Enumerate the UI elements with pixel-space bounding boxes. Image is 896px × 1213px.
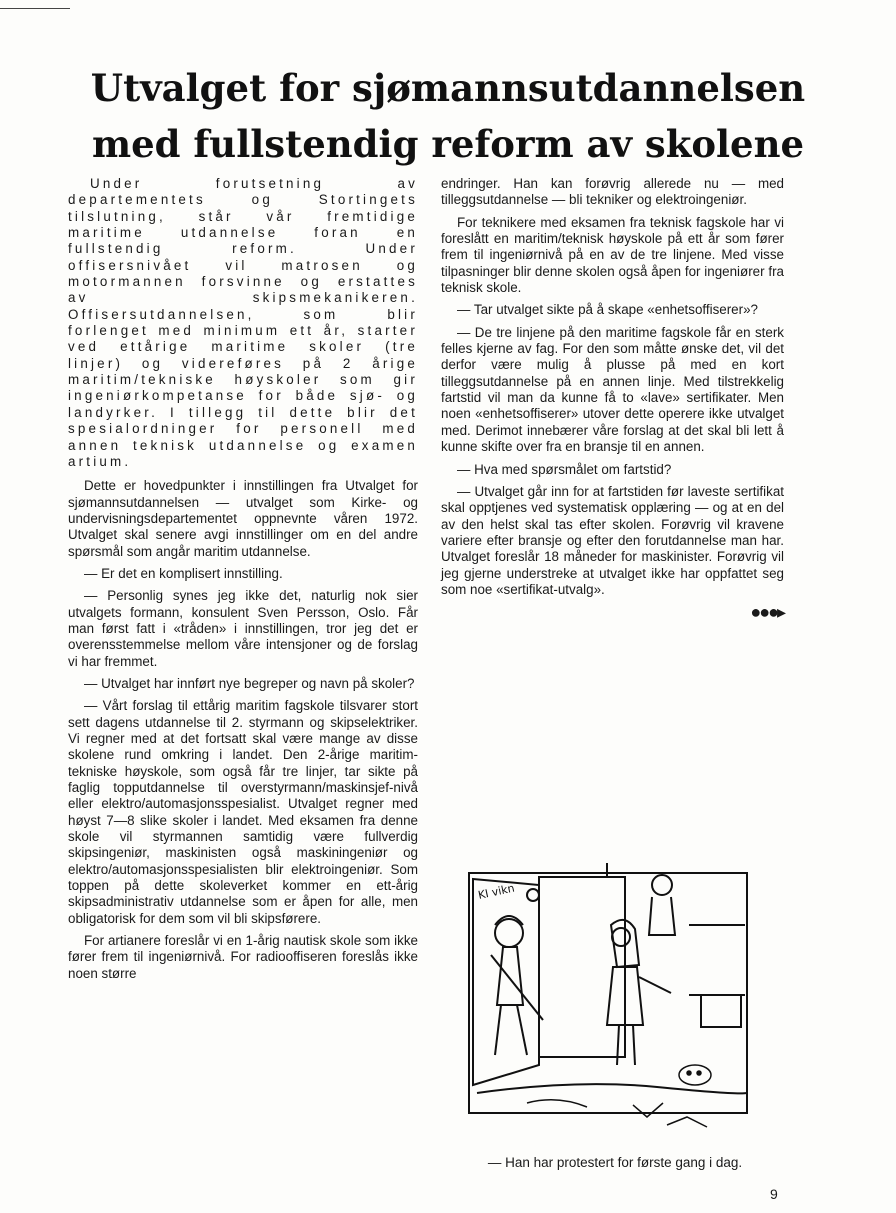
open-door	[473, 879, 539, 1085]
end-of-article-mark: ●●●▸	[750, 602, 784, 623]
woman-figure	[607, 920, 671, 1065]
answer-paragraph: — Vårt forslag til ettårig maritim fagskole tilsvarer stort sett dagens utdannelse til 2. styrmann og skipselektriker. Vi regner med at det fortsatt skal være mange av disse skolene rund omkring i landet. Den 2-årige maritim-tekniske høyskole, som også får tre linjer, tar sikte på faglig topputdannelse til overstyrmann/maskinsjef-nivå eller elektro/automasjonsspesialist. Utvalget regner med høyst 7—8 slike skoler i landet. Med eksamen fra denne skole vil styrmannen samtidig være fullverdig skipsingeniør, maskinisten også maskiningeniør og elektro/automasjonsspesialisten blir elektroingeniør. Som toppen på dette skoleverket kommer en ett-årig skipsadministrativ utdannelse som er åpen for alle, men obligatorisk for dem som vil bli skipsførere.	[68, 698, 418, 926]
body-paragraph: For artianere foreslår vi en 1-årig nautisk skole som ikke fører frem til ingeniørnivå. For radiooffiseren foreslås ikke noen større	[68, 933, 418, 981]
answer-paragraph: — Utvalget går inn for at fartstiden før laveste sertifikat skal opptjenes ved systematisk opplæring — og at en del av den helst skal tas efter skolen. Forøvrig vil kravene variere efter bransje og efter den forutdannelse man har. Utvalget foreslår 18 måneder for maskinister. Forøvrig vil jeg gjerne understreke at utvalget ikke har oppfattet seg som noe «sertifikat-utvalg».	[441, 483, 784, 597]
question-paragraph: — Er det en komplisert innstilling.	[84, 565, 283, 581]
body-paragraph: Dette er hovedpunkter i innstillingen fra Utvalget for sjømannsutdannelsen — utvalget som Kirke- og undervisningsdepartementet oppnevnte våren 1972. Utvalget skal senere avgi innstillinger om en del andre spørsmål som angår maritim utdannelse.	[68, 478, 418, 559]
continued-paragraph: endringer. Han kan forøvrig allerede nu — med tilleggsutdannelse — bli tekniker og elektroingeniør.	[441, 176, 784, 208]
child-figure	[491, 916, 543, 1055]
lede-paragraph: Under forutsetning av departementets og Stortingets tilslutning, står vår fremtidige maritime utdannelse foran en fullstendig reform. Under offisersnivået vil matrosen og motormannen forsvinne og erstattes av skipsmekanikeren. Offisersutdannelsen, som blir forlenget med minimum ett år, starter ved ettårige maritime skoler (tre linjer) og videreføres på 2 årige maritim/tekniske høyskoler som gir ingeniørkompetanse for både sjø- og landyrker. I tillegg til dette blir det spesialordninger for personell med annen teknisk utdannelse og examen artium.	[68, 176, 418, 469]
cartoon-caption: — Han har protestert for første gang i dag.	[487, 1155, 743, 1170]
headline-line-2: med fullstendig reform av skolene	[91, 122, 805, 166]
question-paragraph: — Hva med spørsmålet om fartstid?	[457, 461, 672, 477]
headline-line-1: Utvalget for sjømannsutdannelsen	[90, 66, 806, 110]
door-sign: KI vikn	[476, 881, 516, 902]
right-column	[441, 176, 784, 627]
body-paragraph: For teknikere med eksamen fra teknisk fagskole har vi foreslått en maritim/teknisk høyskole på ett år som fører frem til ingeniørnivå på en av de tre linjene. Med visse tilpasninger blir denne skolen også åpen for ingeniører fra teknisk skole.	[441, 214, 784, 296]
left-column	[68, 176, 418, 988]
answer-paragraph: — Personlig synes jeg ikke det, naturlig nok sier utvalgets formann, konsulent Sven Persson, Oslo. Får man først fatt i «tråden» i innstillingen, tror jeg det er overensstemmelse mellom våre intensjoner og de forslag vi har fremmet.	[68, 588, 418, 669]
corner-rule	[0, 8, 70, 9]
question-paragraph: — Tar utvalget sikte på å skape «enhetsoffiserer»?	[457, 302, 758, 318]
room-frame	[469, 873, 747, 1113]
cartoon-illustration	[457, 855, 761, 1145]
answer-paragraph: — De tre linjene på den maritime fagskole får en sterk felles kjerne av fag. For den som måtte ønske det, vil det derfor være mulig å plusse på med en kort tilleggsutdannelse på en annen linje. Med tilstrekkelig fartstid vil man da kunne få to «lave» sertifikater. Men noen «enhetsoffiserer» utover dette operere ikke utvalget med. Derimot innebærer våre forslag at det skal bli lett å kunne skifte over fra en bransje til en annen.	[441, 324, 784, 455]
pet-figure	[679, 1065, 711, 1085]
article-headline	[60, 60, 836, 172]
wall-figure	[649, 875, 675, 935]
page-number: 9	[770, 1186, 778, 1202]
question-paragraph: — Utvalget har innført nye begreper og navn på skoler?	[84, 675, 415, 691]
